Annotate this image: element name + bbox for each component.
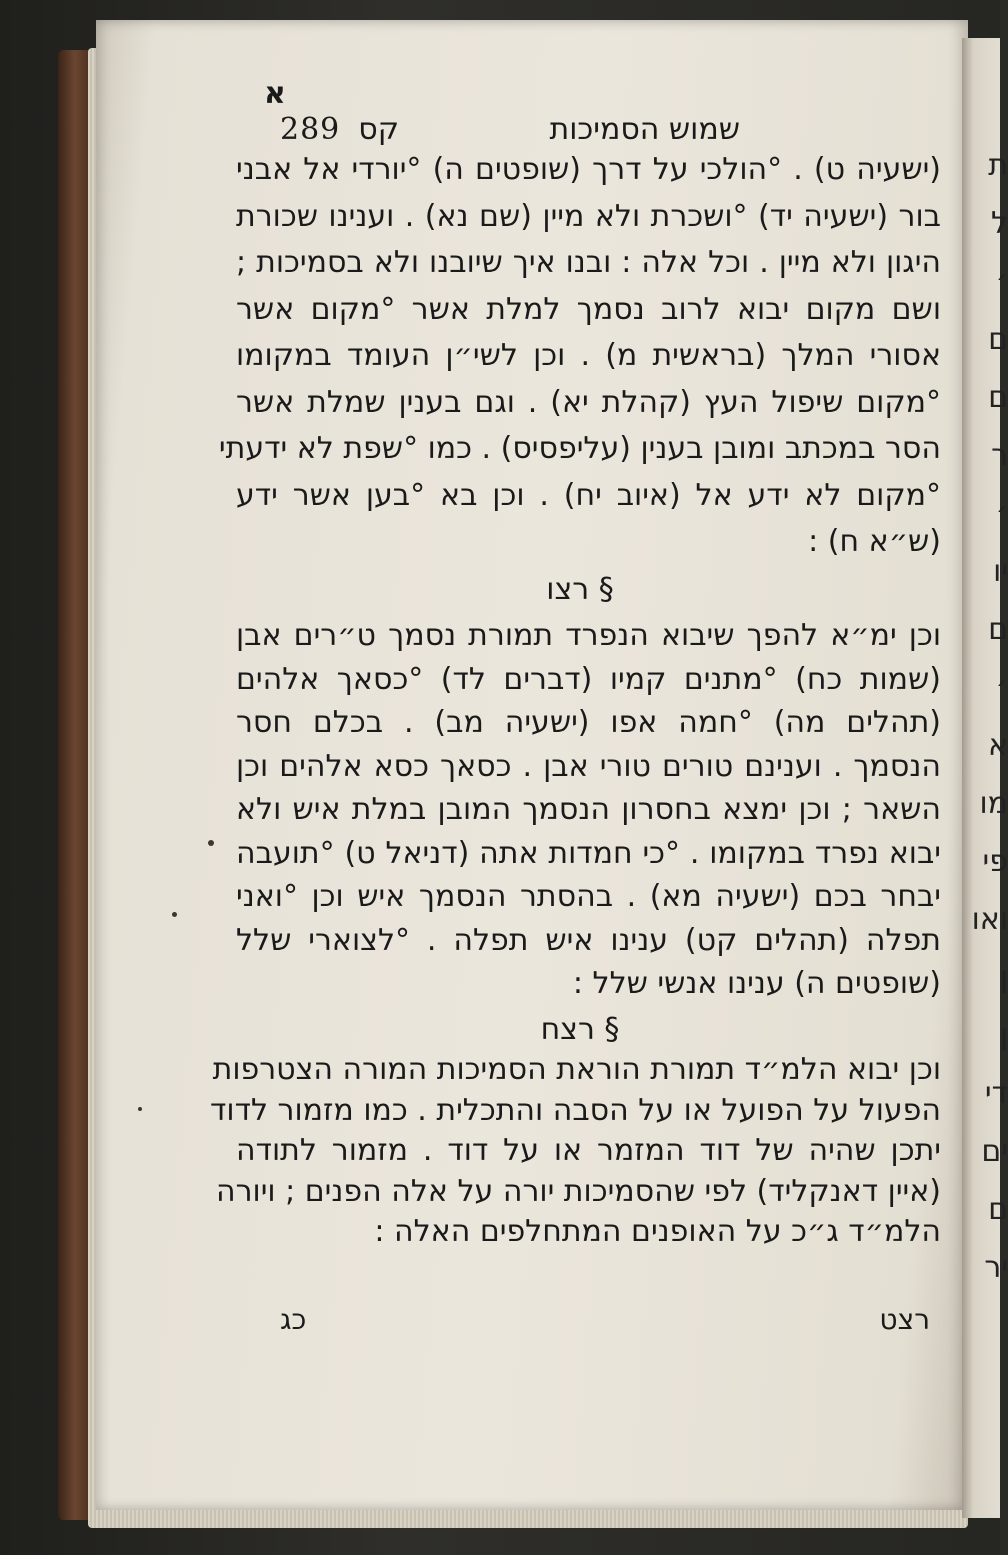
text-line: השאר ; וכן ימצא בחסרון הנסמך המובן במלת איש ולא	[236, 792, 941, 827]
next-page-fragment: פי	[982, 844, 1008, 879]
running-head	[280, 112, 740, 152]
next-page-fragment: ׳	[995, 670, 1008, 705]
catchword: רצט	[879, 1303, 930, 1336]
ink-spot	[138, 1107, 142, 1111]
next-page-fragment: ר	[991, 438, 1008, 473]
next-page-fragment: ן	[999, 1018, 1008, 1053]
next-page-fragment: ת	[988, 148, 1008, 183]
next-page-fragment: יר	[984, 1250, 1008, 1285]
next-page-fragment: ם	[988, 322, 1008, 357]
text-line: אסורי המלך (בראשית מ) . וכן לשי״ן העומד במקומו	[236, 338, 941, 373]
text-line: וכן ימ״א להפך שיבוא הנפרד תמורת נסמך ט״רים אבן	[236, 618, 941, 653]
ink-spot	[208, 840, 214, 846]
text-line: יבוא נפרד במקומו . °כי חמדות אתה (דניאל ט) °תועבה	[236, 835, 941, 871]
text-line: הלמ״ד ג״כ על האופנים המתחלפים האלה :	[374, 1214, 941, 1249]
next-page-edge	[962, 38, 1008, 1518]
text-line: היגון ולא מיין . וכל אלה : ובנו איך שיובנו ולא בסמיכות ;	[236, 245, 941, 280]
page-number: 289	[280, 112, 341, 147]
next-page-fragment: ם	[988, 1192, 1008, 1227]
text-line: (שמות כח) °מתנים קמיו (דברים לד) °כסאך אלהים	[236, 661, 941, 697]
next-page-fragment: ואו	[971, 902, 1008, 937]
ink-spot	[172, 912, 177, 917]
next-page-fragment: די	[984, 1076, 1008, 1111]
page-footer	[280, 1303, 930, 1336]
text-line: יתכן שהיה של דוד המזמר או על דוד . מזמור לתודה	[236, 1133, 941, 1168]
text-line: (איין דאנקליד) לפי שהסמיכות יורה על אלה הפנים ; ויורה	[215, 1173, 941, 1209]
next-page-fragment: א	[987, 728, 1008, 763]
next-page-fragment: ן	[999, 960, 1008, 995]
text-line: (ישעיה ט) . °הולכי על דרך (שופטים ה) °יורדי אל אבני	[236, 152, 941, 187]
next-page-fragment: ל	[990, 206, 1008, 241]
next-page-fragment: ׳	[995, 496, 1008, 531]
text-line: הנסמך . וענינם טורים טורי אבן . כסאך כסא אלהים וכן	[236, 748, 941, 784]
section-heading-296: § רצו	[546, 572, 614, 607]
next-page-fragment: יו	[993, 554, 1008, 589]
text-line: (ש״א ח) :	[808, 524, 941, 559]
next-page-fragment: ׳	[995, 264, 1008, 299]
text-line: הפעול על הפועל או על הסבה והתכלית . כמו מזמור לדוד	[210, 1092, 941, 1128]
text-line: (שופטים ה) ענינו אנשי שלל :	[572, 966, 941, 1001]
text-line: ושם מקום יבוא לרוב נסמך למלת אשר °מקום אשר	[236, 291, 941, 327]
next-page-fragment: ם	[988, 612, 1008, 647]
signature-mark: א	[264, 76, 286, 111]
footer-signature: כג	[280, 1303, 307, 1336]
next-page-fragment: ם	[988, 380, 1008, 415]
text-line: וכן יבוא הלמ״ד תמורת הוראת הסמיכות המורה הצטרפות	[212, 1052, 941, 1087]
text-line: הסר במכתב ומובן בענין (עליפסיס) . כמו °שפת לא ידעתי	[218, 431, 941, 466]
text-line: (תהלים מה) °חמה אפו (ישעיה מב) . בכלם חסר	[236, 705, 941, 740]
next-page-fragment: מו	[979, 786, 1008, 821]
text-line: °מקום לא ידע אל (איוב יח) . וכן בא °בען אשר ידע	[236, 477, 941, 513]
section-heading-298: § רצח	[540, 1012, 620, 1047]
text-line: °מקום שיפול העץ (קהלת יא) . וגם בענין שמלת אשר	[236, 384, 941, 420]
next-page-fragment: ים	[981, 1134, 1008, 1169]
text-line: יבחר בכם (ישעיה מא) . בהסתר הנסמך איש וכן °ואני	[236, 879, 941, 914]
hebrew-page-number: קס	[358, 112, 400, 147]
running-title: שמוש הסמיכות	[549, 112, 740, 147]
text-line: תפלה (תהלים קט) ענינו איש תפלה . °לצוארי שלל	[236, 922, 941, 958]
text-line: בור (ישעיה יד) °ושכרת ולא מיין (שם נא) . וענינו שכורת	[236, 198, 941, 234]
